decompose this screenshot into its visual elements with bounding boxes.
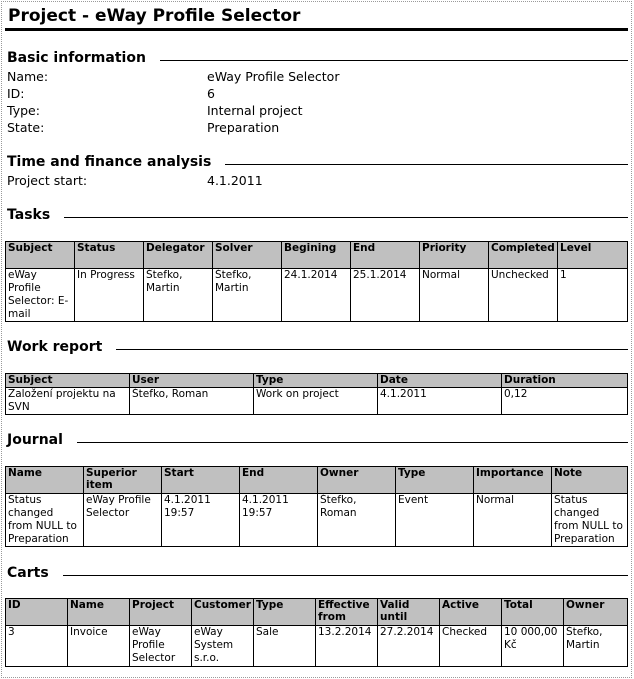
field-value: Internal project [207, 103, 303, 118]
section-heading: Journal [7, 432, 77, 448]
column-header: Completed [489, 242, 558, 269]
column-header: Subject [6, 374, 130, 388]
column-header: Owner [318, 467, 396, 494]
page-title: Project - eWay Profile Selector [8, 6, 301, 26]
field-value: 4.1.2011 [207, 173, 263, 188]
carts-table [5, 598, 628, 667]
table-cell: Štefko, Martin [564, 626, 628, 667]
column-header: Name [68, 599, 130, 626]
field-value: Preparation [207, 120, 280, 135]
field-state [7, 120, 607, 137]
field-label: Name: [7, 69, 49, 84]
field-value: 6 [207, 86, 215, 101]
table-cell: 1 [558, 269, 628, 322]
table-cell: 4.1.2011 19:57 [162, 494, 240, 547]
table-cell: Event [396, 494, 474, 547]
table-header-row [6, 242, 628, 269]
table-cell: Checked [440, 626, 502, 667]
section-basic-information [7, 50, 628, 70]
field-label: ID: [7, 86, 25, 101]
table-header-row [6, 467, 628, 494]
column-header: Type [396, 467, 474, 494]
table-row [6, 494, 628, 547]
table-header-row [6, 374, 628, 388]
table-cell: 4.1.2011 19:57 [240, 494, 318, 547]
column-header: Effective from [316, 599, 378, 626]
table-cell: eWay System s.r.o. [192, 626, 254, 667]
column-header: Name [6, 467, 84, 494]
table-row [6, 388, 628, 415]
column-header: Importance [474, 467, 552, 494]
column-header: Superior item [84, 467, 162, 494]
title-rule [5, 28, 628, 31]
column-header: Valid until [378, 599, 440, 626]
table-cell: Štefko, Martin [213, 269, 282, 322]
tasks-table [5, 241, 628, 322]
table-header-row [6, 599, 628, 626]
column-header: Type [254, 599, 316, 626]
column-header: Total [502, 599, 564, 626]
table-cell: Unchecked [489, 269, 558, 322]
field-project-start [7, 173, 607, 190]
column-header: Subject [6, 242, 75, 269]
field-type [7, 103, 607, 120]
table-cell: eWay Profile Selector: E-mail [6, 269, 75, 322]
table-cell: In Progress [75, 269, 144, 322]
field-value: eWay Profile Selector [207, 69, 340, 84]
table-cell: Štefko, Martin [144, 269, 213, 322]
table-cell: Sale [254, 626, 316, 667]
table-cell: Založení projektu na SVN [6, 388, 130, 415]
journal-table [5, 466, 628, 547]
table-cell: Štefko, Roman [130, 388, 254, 415]
column-header: Note [552, 467, 628, 494]
column-header: End [351, 242, 420, 269]
section-heading: Carts [7, 565, 63, 581]
column-header: Begining [282, 242, 351, 269]
field-id [7, 86, 607, 103]
table-cell: 24.1.2014 [282, 269, 351, 322]
column-header: Solver [213, 242, 282, 269]
table-cell: Invoice [68, 626, 130, 667]
column-header: User [130, 374, 254, 388]
table-cell: 4.1.2011 [378, 388, 502, 415]
table-cell: 27.2.2014 [378, 626, 440, 667]
table-cell: Status changed from NULL to Preparation [552, 494, 628, 547]
table-cell: Work on project [254, 388, 378, 415]
field-label: Project start: [7, 173, 88, 188]
table-cell: 10 000,00 Kč [502, 626, 564, 667]
table-cell: Normal [474, 494, 552, 547]
column-header: End [240, 467, 318, 494]
work-report-table [5, 373, 628, 415]
table-row [6, 626, 628, 667]
field-label: Type: [7, 103, 40, 118]
column-header: Delegator [144, 242, 213, 269]
section-time-finance [7, 154, 628, 174]
column-header: Project [130, 599, 192, 626]
table-cell: eWay Profile Selector [84, 494, 162, 547]
table-cell: 25.1.2014 [351, 269, 420, 322]
column-header: Customer [192, 599, 254, 626]
column-header: Owner [564, 599, 628, 626]
column-header: Start [162, 467, 240, 494]
table-cell: 3 [6, 626, 68, 667]
table-cell: eWay Profile Selector [130, 626, 192, 667]
section-journal [7, 432, 628, 452]
section-heading: Time and finance analysis [7, 154, 225, 170]
column-header: Priority [420, 242, 489, 269]
column-header: Type [254, 374, 378, 388]
field-label: State: [7, 120, 45, 135]
field-name [7, 69, 607, 86]
column-header: ID [6, 599, 68, 626]
table-row [6, 269, 628, 322]
column-header: Status [75, 242, 144, 269]
section-carts [7, 565, 628, 585]
column-header: Duration [502, 374, 628, 388]
column-header: Date [378, 374, 502, 388]
section-tasks [7, 207, 628, 227]
table-cell: Status changed from NULL to Preparation [6, 494, 84, 547]
table-cell: 13.2.2014 [316, 626, 378, 667]
section-work-report [7, 339, 628, 359]
table-cell: Štefko, Roman [318, 494, 396, 547]
section-heading: Work report [7, 339, 116, 355]
table-cell: 0,12 [502, 388, 628, 415]
table-cell: Normal [420, 269, 489, 322]
column-header: Active [440, 599, 502, 626]
column-header: Level [558, 242, 628, 269]
section-heading: Tasks [7, 207, 64, 223]
section-heading: Basic information [7, 50, 160, 66]
